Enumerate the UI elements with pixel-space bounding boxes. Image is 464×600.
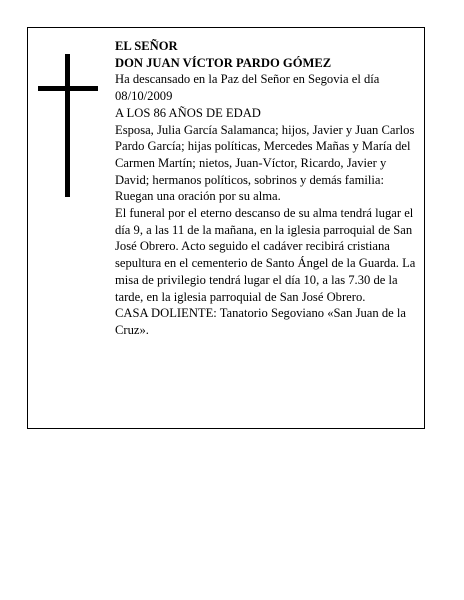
cross-vertical-bar — [65, 54, 70, 197]
cross-horizontal-bar — [38, 86, 98, 91]
obituary-text — [115, 38, 421, 339]
funeral-details: El funeral por el eterno descanso de su alma tendrá lugar el día 9, a las 11 de la mañana, en la iglesia parroquial de San José Obrero. Acto seguido el cadáver recibirá cristiana sepultura en el cementerio de Santo Ángel de la Guarda. La misa de privilegio tendrá lugar el día 10, a las 7.30 de la tarde, en la iglesia parroquial de San José Obrero. — [115, 206, 416, 304]
age-line: A LOS 86 AÑOS DE EDAD — [115, 105, 261, 120]
mourning-house: CASA DOLIENTE: Tanatorio Segoviano «San Juan de la Cruz». — [115, 306, 406, 337]
rest-statement: Ha descansado en la Paz del Señor en Segovia el día 08/10/2009 — [115, 72, 380, 104]
prayer-request: Ruegan una oración por su alma. — [115, 189, 281, 204]
deceased-name: DON JUAN VÍCTOR PARDO GÓMEZ — [115, 55, 332, 70]
notice-title: EL SEÑOR — [115, 39, 178, 53]
family-list: Esposa, Julia García Salamanca; hijos, Javier y Juan Carlos Pardo García; hijas políticas, Mercedes Mañas y María del Carmen Martín; nietos, Juan-Víctor, Ricardo, Javier y David; hermanos políticos, sobrinos y demás familia: — [115, 122, 415, 187]
cross-icon — [38, 54, 98, 197]
